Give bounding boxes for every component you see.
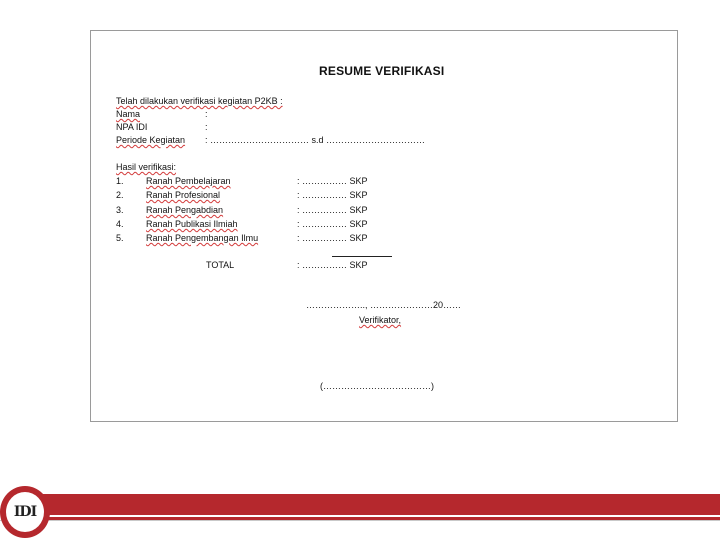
- field-name-value: :: [205, 109, 208, 119]
- signature-line: (………………………………): [320, 381, 434, 391]
- footer-bar: [30, 494, 720, 520]
- result-label: Ranah Profesional: [146, 190, 221, 200]
- idi-logo-text: IDI: [6, 492, 44, 532]
- document-title: RESUME VERIFIKASI: [319, 64, 445, 78]
- intro-text: Telah dilakukan verifikasi kegiatan P2KB :: [116, 96, 283, 106]
- field-npa-label: NPA IDI: [116, 122, 148, 132]
- footer-divider: [0, 520, 720, 521]
- result-value: : …………… SKP: [297, 219, 368, 229]
- results-heading: Hasil verifikasi:: [116, 162, 177, 172]
- field-npa-value: :: [205, 122, 208, 132]
- document-page: [90, 30, 678, 422]
- result-value: : …………… SKP: [297, 233, 368, 243]
- sum-divider: [332, 256, 392, 257]
- result-value: : …………… SKP: [297, 190, 368, 200]
- idi-logo: [0, 486, 50, 538]
- result-number: 5.: [116, 233, 124, 243]
- result-number: 4.: [116, 219, 124, 229]
- total-value: : …………… SKP: [297, 260, 368, 270]
- field-name-label: Nama: [116, 109, 141, 119]
- result-label: Ranah Pengembangan Ilmu: [146, 233, 259, 243]
- result-label: Ranah Pembelajaran: [146, 176, 231, 186]
- result-label: Ranah Pengabdian: [146, 205, 224, 215]
- result-label: Ranah Publikasi Ilmiah: [146, 219, 238, 229]
- verifier-label: Verifikator,: [359, 315, 402, 325]
- place-date: ……………….., …………………20……: [306, 300, 462, 310]
- result-value: : …………… SKP: [297, 205, 368, 215]
- result-number: 3.: [116, 205, 124, 215]
- field-periode-label: Periode Kegiatan: [116, 135, 186, 145]
- total-label: TOTAL: [206, 260, 235, 270]
- result-value: : …………… SKP: [297, 176, 368, 186]
- result-number: 1.: [116, 176, 124, 186]
- field-periode-value: : …………………………… s.d ……………………………: [205, 135, 426, 145]
- result-number: 2.: [116, 190, 124, 200]
